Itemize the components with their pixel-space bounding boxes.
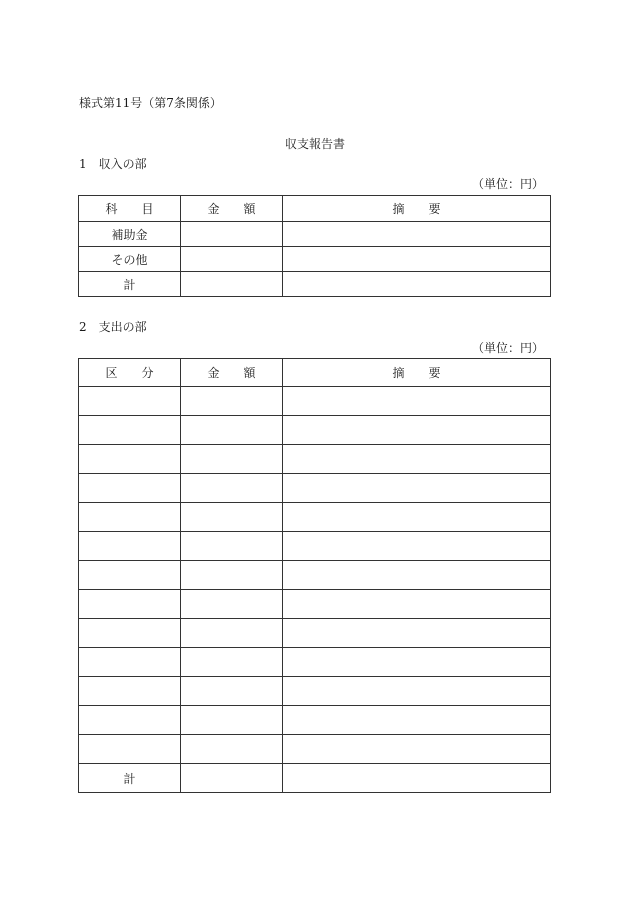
expense-cell-amount: [181, 677, 283, 706]
table-row: [79, 764, 551, 793]
expense-cell-item: [79, 445, 181, 474]
expense-cell-remarks: [283, 677, 551, 706]
expense-cell-item: [79, 735, 181, 764]
income-cell-amount: [181, 272, 283, 297]
table-row: [79, 247, 551, 272]
table-row: [79, 706, 551, 735]
income-cell-item: その他: [79, 247, 181, 272]
expense-cell-item: [79, 590, 181, 619]
expense-unit-label: （単位：円）: [471, 341, 544, 355]
table-row: [79, 619, 551, 648]
expense-cell-amount: [181, 503, 283, 532]
expense-header-item: 区 分: [79, 359, 181, 387]
income-cell-item: 補助金: [79, 222, 181, 247]
expense-cell-amount: [181, 648, 283, 677]
income-cell-item: 計: [79, 272, 181, 297]
expense-cell-item: [79, 648, 181, 677]
expense-cell-amount: [181, 561, 283, 590]
expense-cell-item: [79, 619, 181, 648]
expense-header-remarks: 摘 要: [283, 359, 551, 387]
expense-cell-remarks: [283, 532, 551, 561]
expense-cell-remarks: [283, 706, 551, 735]
form-number: 様式第11号（第7条関係）: [79, 96, 222, 110]
expense-cell-remarks: [283, 416, 551, 445]
expense-cell-remarks: [283, 764, 551, 793]
table-row: [79, 532, 551, 561]
expense-cell-remarks: [283, 735, 551, 764]
expense-cell-item: [79, 706, 181, 735]
expense-cell-remarks: [283, 445, 551, 474]
income-cell-remarks: [283, 247, 551, 272]
income-header-amount: 金 額: [181, 196, 283, 222]
table-row: [79, 222, 551, 247]
income-cell-amount: [181, 222, 283, 247]
income-header-item: 科 目: [79, 196, 181, 222]
table-row: [79, 648, 551, 677]
expense-table-body: [79, 359, 551, 793]
income-header-row: [79, 196, 551, 222]
table-row: [79, 272, 551, 297]
table-row: [79, 735, 551, 764]
income-cell-remarks: [283, 222, 551, 247]
expense-cell-item: [79, 387, 181, 416]
expense-cell-remarks: [283, 474, 551, 503]
expense-cell-remarks: [283, 619, 551, 648]
income-section-heading: 1 収入の部: [79, 157, 147, 171]
income-cell-remarks: [283, 272, 551, 297]
expense-cell-amount: [181, 735, 283, 764]
expense-cell-amount: [181, 445, 283, 474]
expense-cell-item: [79, 474, 181, 503]
expense-cell-item: [79, 561, 181, 590]
expense-cell-amount: [181, 590, 283, 619]
table-row: [79, 474, 551, 503]
expense-cell-remarks: [283, 590, 551, 619]
expense-cell-amount: [181, 706, 283, 735]
expense-table: [78, 358, 551, 793]
table-row: [79, 677, 551, 706]
table-row: [79, 445, 551, 474]
table-row: [79, 561, 551, 590]
income-table-body: [79, 196, 551, 297]
expense-section-heading: 2 支出の部: [79, 320, 147, 334]
expense-header-row: [79, 359, 551, 387]
expense-cell-item: 計: [79, 764, 181, 793]
income-table: [78, 195, 551, 297]
expense-cell-item: [79, 503, 181, 532]
expense-cell-remarks: [283, 561, 551, 590]
income-unit-label: （単位：円）: [471, 177, 544, 191]
expense-cell-item: [79, 532, 181, 561]
expense-cell-amount: [181, 619, 283, 648]
expense-cell-remarks: [283, 387, 551, 416]
expense-header-amount: 金 額: [181, 359, 283, 387]
expense-cell-amount: [181, 474, 283, 503]
document-title: 収支報告書: [284, 137, 345, 151]
table-row: [79, 387, 551, 416]
expense-cell-amount: [181, 532, 283, 561]
income-header-remarks: 摘 要: [283, 196, 551, 222]
expense-cell-amount: [181, 764, 283, 793]
expense-cell-amount: [181, 387, 283, 416]
expense-cell-item: [79, 416, 181, 445]
table-row: [79, 416, 551, 445]
expense-cell-remarks: [283, 648, 551, 677]
expense-cell-remarks: [283, 503, 551, 532]
table-row: [79, 590, 551, 619]
income-cell-amount: [181, 247, 283, 272]
expense-cell-item: [79, 677, 181, 706]
expense-cell-amount: [181, 416, 283, 445]
table-row: [79, 503, 551, 532]
